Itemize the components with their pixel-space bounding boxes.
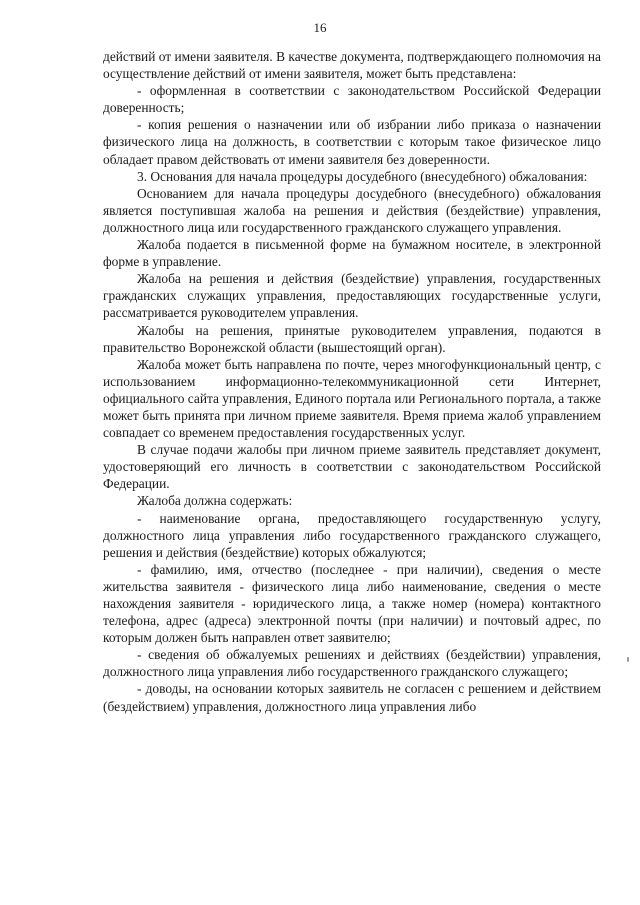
paragraph: - наименование органа, предоставляющего государственную услугу, должностного лица управления либо государственного гражданского служащего, решения и действия (бездействие) которых обжалуются; bbox=[103, 510, 601, 560]
paragraph: 3. Основания для начала процедуры досудебного (внесудебного) обжалования: bbox=[137, 168, 588, 184]
document-body bbox=[103, 48, 601, 715]
paragraph: Основанием для начала процедуры досудебного (внесудебного) обжалования является поступившая жалоба на решения и действия (бездействие) управления, должностного лица или государственного гражданского служащего управления. bbox=[103, 185, 601, 235]
paragraph: - оформленная в соответствии с законодательством Российской Федерации доверенность; bbox=[103, 83, 601, 116]
paragraph: - сведения об обжалуемых решениях и действиях (бездействии) управления, должностного лица управления либо государственного гражданского служащего; bbox=[103, 647, 601, 680]
paragraph: действий от имени заявителя. В качестве документа, подтверждающего полномочия на осуществление действий от имени заявителя, может быть представлена: bbox=[103, 49, 601, 82]
paragraph: Жалобы на решения, принятые руководителем управления, подаются в правительство Воронежской области (вышестоящий орган). bbox=[103, 322, 601, 355]
paragraph: - фамилию, имя, отчество (последнее - при наличии), сведения о месте жительства заявителя - физического лица либо наименование, сведения о месте нахождения заявителя - юридического лица, а также номер (номера) контактного телефона, адрес (адреса) электронной почты (при наличии) и почтовый адрес, по которым должен быть направлен ответ заявителю; bbox=[103, 561, 601, 646]
paragraph: Жалоба подается в письменной форме на бумажном носителе, в электронной форме в управление. bbox=[103, 237, 601, 270]
paragraph: Жалоба должна содержать: bbox=[137, 493, 293, 509]
scan-mark bbox=[627, 657, 629, 662]
page-number: 16 bbox=[313, 20, 327, 35]
paragraph: Жалоба может быть направлена по почте, через многофункциональный центр, с использованием информационно-телекоммуникационной сети Интернет, официального сайта управления, Единого портала или Регионального портала, а также может быть принята при личном приеме заявителя. Время приема жалоб управлением совпадает со временем предоставления государственных услуг. bbox=[103, 356, 601, 441]
paragraph: В случае подачи жалобы при личном приеме заявитель представляет документ, удостоверяющий его личность в соответствии с законодательством Российской Федерации. bbox=[103, 442, 601, 492]
paragraph: - доводы, на основании которых заявитель не согласен с решением и действием (бездействием) управления, должностного лица управления либо bbox=[103, 681, 601, 714]
paragraph: Жалоба на решения и действия (бездействие) управления, государственных гражданских служащих управления, предоставляющих государственные услуги, рассматривается руководителем управления. bbox=[103, 271, 601, 321]
paragraph: - копия решения о назначении или об избрании либо приказа о назначении физического лица на должность, в соответствии с которым такое физическое лицо обладает правом действовать от имени заявителя без доверенности. bbox=[103, 117, 601, 167]
